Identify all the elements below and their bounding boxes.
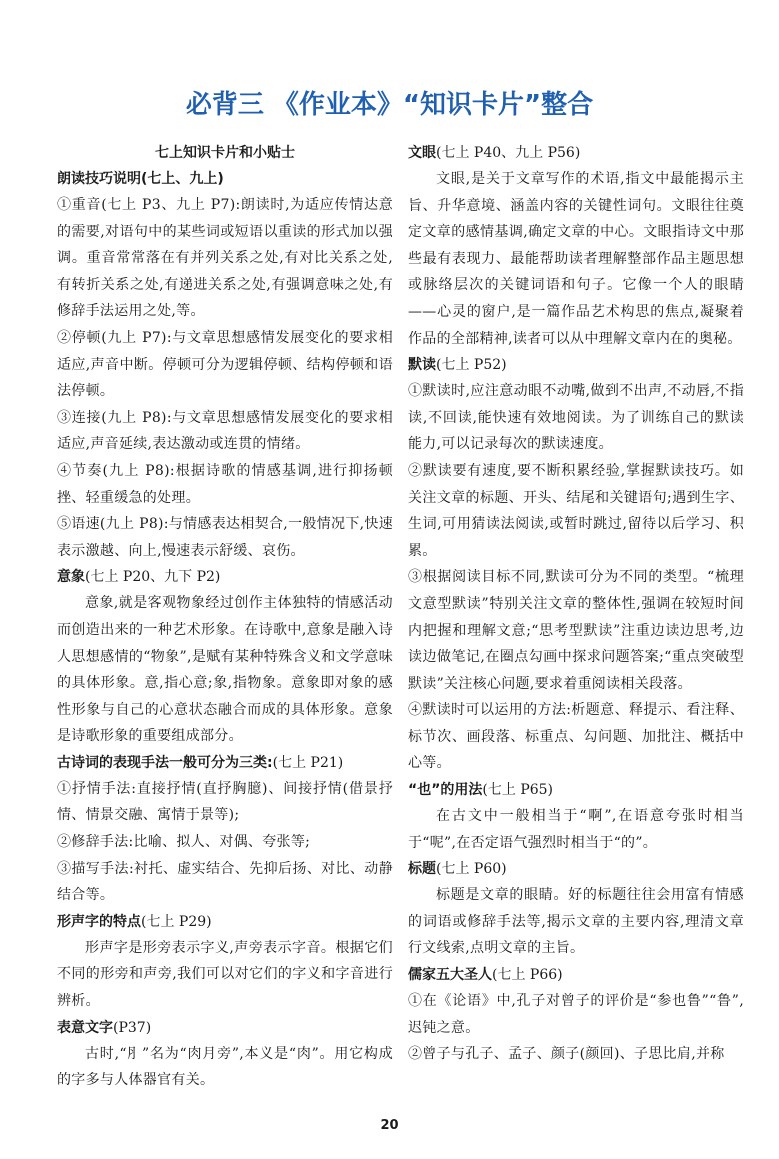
- heading-ye-usage: “也”的用法(七上 P65): [408, 782, 554, 799]
- heading-poetry-techniques: 古诗词的表现手法一般可分为三类:(七上 P21): [57, 754, 344, 771]
- paragraph: ①在《论语》中,孔子对曾子的评价是“参也鲁”“鲁”,迟钝之意。: [408, 993, 744, 1036]
- heading-phono-semantic: 形声字的特点(七上 P29): [57, 913, 212, 930]
- heading-title: 标题(七上 P60): [408, 861, 507, 878]
- paragraph: 在古文中一般相当于“啊”,在语意夸张时相当于“呢”,在否定语气强烈时相当于“的”。: [408, 808, 744, 851]
- section-subtitle: 七上知识卡片和小贴士: [155, 145, 295, 161]
- paragraph: ②停顿(九上 P7):与文章思想感情发展变化的要求相适应,声音中断。停顿可分为逻辑停顿、结构停顿和语法停顿。: [57, 329, 393, 400]
- paragraph: 形声字是形旁表示字义,声旁表示字音。根据它们不同的形旁和声旁,我们可以对它们的字义和字音进行辨析。: [57, 939, 393, 1010]
- paragraph: 意象,就是客观物象经过创作主体独特的情感活动而创造出来的一种艺术形象。在诗歌中,意象是融入诗人思想感情的“物象”,是赋有某种特殊含义和文学意味的具体形象。意,指心意;象,指物象。意象即对象的感性形象与自己的心意状态融合而成的具体形象。意象是诗歌形象的重要组成部分。: [57, 595, 393, 745]
- paragraph: ③根据阅读目标不同,默读可分为不同的类型。“梳理文意型默读”特别关注文章的整体性,强调在较短时间内把握和理解文意;“思考型默读”注重边读边思考,边读边做笔记,在圈点勾画中探求问题答案;“重点突破型默读”关注核心问题,要求着重阅读相关段落。: [408, 569, 744, 692]
- heading-wenyan: 文眼(七上 P40、九上 P56): [408, 145, 581, 161]
- paragraph: ④默读时可以运用的方法:析题意、释提示、看注释、标节次、画段落、标重点、勾问题、加批注、概括中心等。: [408, 702, 744, 772]
- heading-imagery: 意象(七上 P20、九下 P2): [57, 569, 221, 586]
- heading-five-sages: 儒家五大圣人(七上 P66): [408, 967, 563, 984]
- paragraph: ⑤语速(九上 P8):与情感表达相契合,一般情况下,快速表示激越、向上,慢速表示舒缓、哀伤。: [57, 516, 393, 559]
- paragraph: 标题是文章的眼睛。好的标题往往会用富有情感的词语或修辞手法等,揭示文章的主要内容,理清文章行文线索,点明文章的主旨。: [408, 887, 744, 957]
- paragraph: ①默读时,应注意动眼不动嘴,做到不出声,不动唇,不指读,不回读,能快速有效地阅读。为了训练自己的默读能力,可以记录每次的默读速度。: [408, 383, 744, 453]
- paragraph: ①抒情手法:直接抒情(直抒胸臆)、间接抒情(借景抒情、情景交融、寓情于景等);: [57, 780, 393, 824]
- paragraph: 古时,“⺼”名为“肉月旁”,本义是“肉”。用它构成的字多与人体器官有关。: [57, 1045, 393, 1089]
- paragraph: ②曾子与孔子、孟子、颜子(颜回)、子思比肩,并称: [408, 1046, 725, 1063]
- paragraph: ③连接(九上 P8):与文章思想感情发展变化的要求相适应,声音延续,表达激动或连贯的情绪。: [57, 409, 393, 453]
- heading-ideographic: 表意文字(P37): [57, 1019, 152, 1036]
- paragraph: ②修辞手法:比喻、拟人、对偶、夸张等;: [57, 834, 311, 851]
- paragraph: ①重音(七上 P3、九上 P7):朗读时,为适应传情达意的需要,对语句中的某些词或短语以重读的形式加以强调。重音常常落在有并列关系之处,有对比关系之处,有转折关系之处,有递进关系之处,有强调意味之处,有修辞手法运用之处,等。: [57, 197, 393, 320]
- paragraph: ②默读要有速度,要不断积累经验,掌握默读技巧。如关注文章的标题、开头、结尾和关键语句;遇到生字、生词,可用猜读法阅读,或暂时跳过,留待以后学习、积累。: [408, 462, 744, 559]
- paragraph: ③描写手法:衬托、虚实结合、先抑后扬、对比、动静结合等。: [57, 860, 393, 904]
- left-column: [57, 140, 393, 1094]
- right-column: [408, 140, 744, 1068]
- page-number: 20: [380, 1118, 399, 1133]
- heading-reading-skills: 朗读技巧说明(七上、九上): [57, 171, 224, 187]
- paragraph: 文眼,是关于文章写作的术语,指文中最能揭示主旨、升华意境、涵盖内容的关键性词句。文眼往往奠定文章的感情基调,确定文章的中心。文眼指诗文中那些最有表现力、最能帮助读者理解整部作品主题思想或脉络层次的关键词语和句子。它像一个人的眼睛——心灵的窗户,是一篇作品艺术构思的焦点,凝聚着作品的全部精神,读者可以从中理解文章内在的奥秘。: [408, 171, 744, 347]
- heading-silent-reading: 默读(七上 P52): [408, 357, 507, 374]
- page-title: 必背三 《作业本》“知识卡片”整合: [185, 90, 594, 120]
- paragraph: ④节奏(九上 P8):根据诗歌的情感基调,进行抑扬顿挫、轻重缓急的处理。: [57, 462, 393, 506]
